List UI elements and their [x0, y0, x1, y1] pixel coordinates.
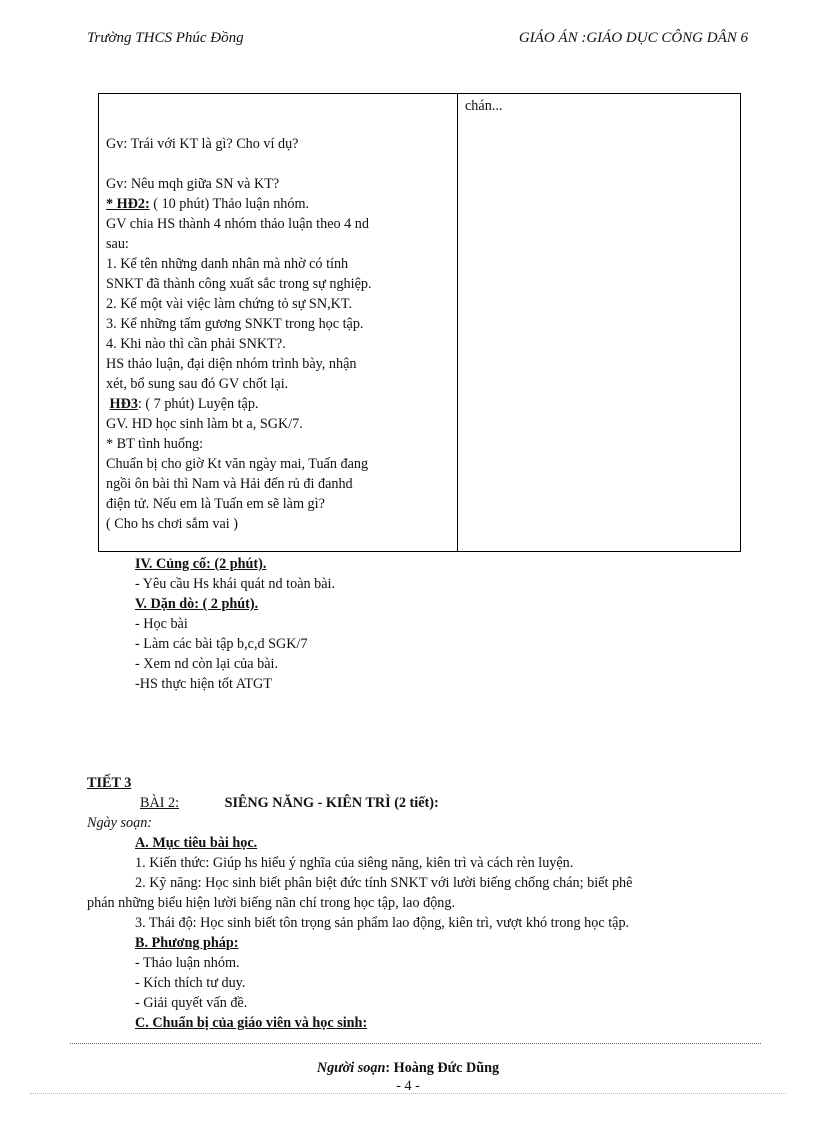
author-name: : Hoàng Đức Dũng — [385, 1060, 500, 1076]
section-c-title: C. Chuẩn bị của giáo viên và học sinh: — [135, 1015, 368, 1031]
table-divider — [457, 94, 458, 551]
hd2-label: * HĐ2: — [106, 196, 150, 212]
activity-3: HĐ3: ( 7 phút) Luyện tập. — [109, 396, 259, 412]
header-school: Trường THCS Phúc Đồng — [87, 30, 244, 46]
section-b-title: B. Phương pháp: — [135, 935, 239, 951]
closing-sections: IV. Củng cố: (2 phút). - Yêu cầu Hs khái quát nd toàn bài. V. Dặn dò: ( 2 phút). - Học bài - Làm các bài tập b,c,d SGK/7 - Xem nd còn lại của bài. -HS thực hiện tốt ATGT — [135, 556, 336, 692]
homework-title: V. Dặn dò: ( 2 phút). — [135, 596, 259, 612]
footer-author — [0, 1059, 816, 1077]
activity-table — [98, 93, 741, 552]
list-item: - Học bài — [135, 616, 188, 632]
question-opposite: Gv: Trái với KT là gì? Cho ví dụ? — [106, 136, 299, 152]
question-relation: Gv: Nêu mqh giữa SN và KT? — [106, 176, 280, 192]
list-item: - Kích thích tư duy. — [135, 975, 246, 991]
table-left-cell: Gv: Trái với KT là gì? Cho ví dụ? Gv: Nêu mqh giữa SN và KT? * HĐ2: ( 10 phút) Thảo luận nhóm. GV chia HS thành 4 nhóm thảo luận theo 4 nd sau: 1. Kể tên những danh nhân mà nhờ có tính SNKT đã thành công xuất sắc trong sự nghiệp. 2. Kể một vài việc làm chứng tỏ sự SN,KT. 3. Kể những tấm gương SNKT trong học tập. 4. Khi nào thì cần phải SNKT?. HS thảo luận, đại diện nhóm trình bày, nhận xét, bổ sung sau đó GV chốt lại. HĐ3: ( 7 phút) Luyện tập. GV. HD học sinh làm bt a, SGK/7. * BT tình huống: Chuẩn bị cho giờ Kt văn ngày mai, Tuấn đang ngồi ôn bài thì Nam và Hải đến rủ đi đanhd điện tử. Nếu em là Tuấn em sẽ làm gì? ( Cho hs chơi sắm vai ) — [106, 94, 451, 534]
section-a-title: A. Mục tiêu bài học. — [135, 835, 258, 851]
lesson-number: BÀI 2: — [140, 795, 180, 811]
lesson-plan: TIẾT 3 BÀI 2: SIÊNG NĂNG - KIÊN TRÌ (2 tiết): Ngày soạn: A. Mục tiêu bài học. 1. Kiến thức: Giúp hs hiểu ý nghĩa của siêng năng, kiên trì và cách rèn luyện. 2. Kỹ năng: Học sinh biết phân biệt đức tính SNKT với lười biếng chống chán; biết phê phán những biểu hiện lười biếng nãn chí trong học tập, lao động. 3. Thái độ: Học sinh biết tôn trọng sản phẩm lao động, kiên trì, vượt khó trong học tập. B. Phương pháp: - Thảo luận nhóm. - Kích thích tư duy. - Giải quyết vấn đề. C. Chuẩn bị của giáo viên và học sinh: — [87, 773, 777, 1033]
consolidation-title: IV. Củng cố: (2 phút). — [135, 556, 267, 572]
hd3-label: HĐ3 — [109, 396, 138, 412]
header-subject: GIÁO ÁN :GIÁO DỤC CÔNG DÂN 6 — [518, 30, 748, 46]
footer-divider — [70, 1043, 761, 1044]
lesson-title: SIÊNG NĂNG - KIÊN TRÌ (2 tiết): — [224, 795, 439, 811]
page-edge-divider — [30, 1093, 786, 1094]
period-title: TIẾT 3 — [87, 775, 132, 791]
activity-2: * HĐ2: ( 10 phút) Thảo luận nhóm. — [106, 196, 310, 212]
list-item: -HS thực hiện tốt ATGT — [135, 676, 272, 692]
list-item: - Xem nd còn lại của bài. — [135, 656, 279, 672]
list-item: - Làm các bài tập b,c,d SGK/7 — [135, 636, 308, 652]
list-item: - Giải quyết vấn đề. — [135, 995, 248, 1011]
author-label: Người soạn — [316, 1060, 386, 1076]
date-label: Ngày soạn: — [87, 815, 153, 831]
table-right-cell: chán... — [465, 98, 503, 114]
page-number: - 4 - — [396, 1078, 420, 1094]
list-item: - Thảo luận nhóm. — [135, 955, 240, 971]
